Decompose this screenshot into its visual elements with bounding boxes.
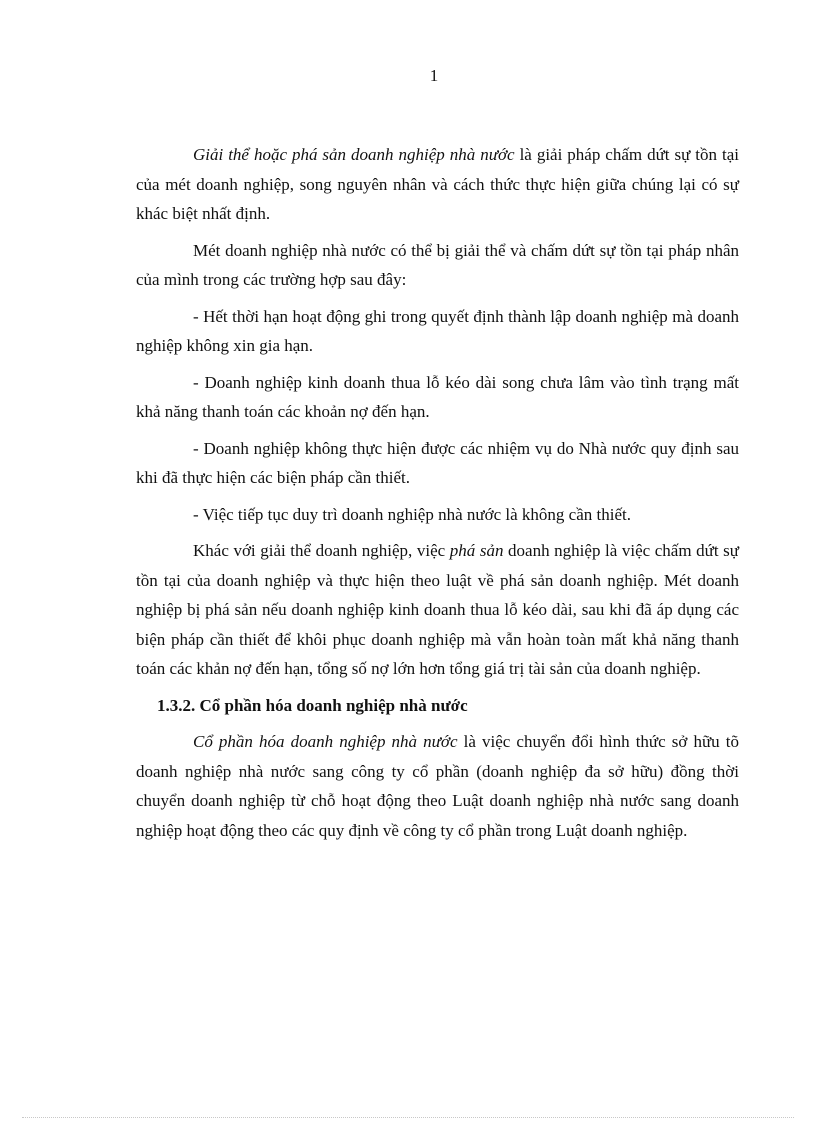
italic-term: phá sản: [449, 541, 504, 560]
section-heading: 1.3.2. Cổ phần hóa doanh nghiệp nhà nước: [157, 695, 468, 715]
list-item: - Việc tiếp tục duy trì doanh nghiệp nhà nước là không cần thiết.: [193, 504, 631, 524]
list-item: - Doanh nghiệp không thực hiện được các nhiệm vụ do Nhà nước quy định sau khi đã thực hiện các biện pháp cần thiết.: [136, 438, 739, 487]
page-bottom-rule: [22, 1117, 794, 1118]
document-body: [136, 140, 739, 852]
paragraph-bankruptcy: [136, 536, 739, 684]
paragraph-dissolution-bankruptcy: [136, 140, 739, 229]
paragraph-text: là giải pháp chấm dứt sự tồn tại của mét doanh nghiệp, song nguyên nhân và cách thức thực hiện giữa chúng lại có sự khác biệt nhất định.: [136, 145, 739, 223]
paragraph-text: doanh nghiệp là việc chấm dứt sự tồn tại của doanh nghiệp và thực hiện theo luật về phá sản doanh nghiệp. Mét doanh nghiệp bị phá sản nếu doanh nghiệp kinh doanh thua lỗ kéo dài, sau khi đã áp dụng các biện pháp cần thiết để khôi phục doanh nghiệp mà vẫn hoàn toàn mất khả năng thanh toán các khản nợ đến hạn, tổng số nợ lớn hơn tổng giá trị tài sản của doanh nghiệp.: [136, 541, 739, 678]
list-item: - Doanh nghiệp kinh doanh thua lỗ kéo dài song chưa lâm vào tình trạng mất khả năng thanh toán các khoản nợ đến hạn.: [136, 372, 739, 421]
paragraph-dissolution-cases: Mét doanh nghiệp nhà nước có thể bị giải thể và chấm dứt sự tồn tại pháp nhân của mình trong các trường hợp sau đây:: [136, 240, 739, 289]
italic-term: Cổ phần hóa doanh nghiệp nhà nước: [193, 732, 458, 751]
page-number: 1: [429, 66, 439, 85]
paragraph-text: là việc chuyển đổi hình thức sở hữu tõ doanh nghiệp nhà nước sang công ty cổ phần (doanh nghiệp đa sở hữu) đồng thời chuyển doanh nghiệp từ chỗ hoạt động theo Luật doanh nghiệp nhà nước sang doanh nghiệp hoạt động theo các quy định về công ty cổ phần trong Luật doanh nghiệp.: [136, 732, 739, 840]
paragraph-text: Khác với giải thể doanh nghiệp, việc: [193, 541, 450, 560]
italic-term: Giải thể hoặc phá sản doanh nghiệp nhà nước: [193, 145, 515, 164]
paragraph-equitization: [136, 727, 739, 845]
list-item: - Hết thời hạn hoạt động ghi trong quyết định thành lập doanh nghiệp mà doanh nghiệp không xin gia hạn.: [136, 306, 739, 355]
